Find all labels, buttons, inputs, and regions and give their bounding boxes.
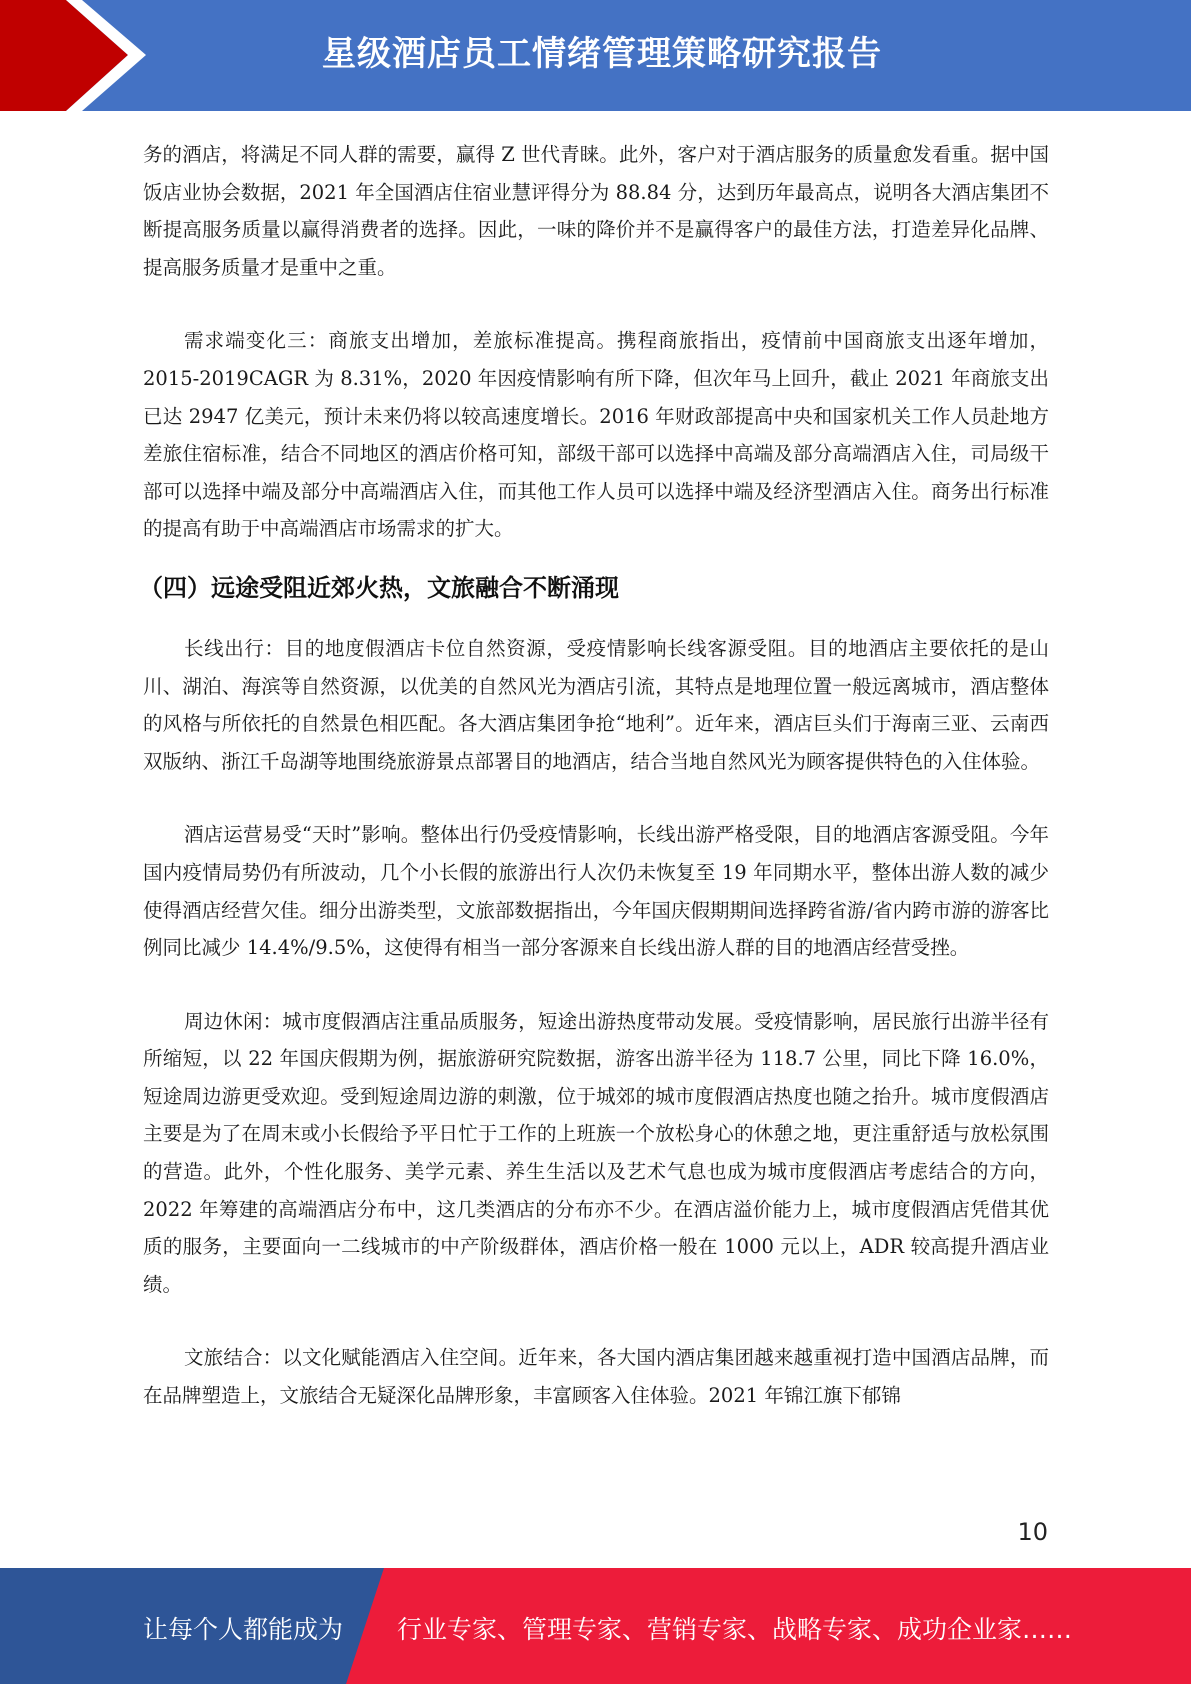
arrow-decoration-icon [0, 0, 180, 111]
paragraph: 文旅结合：以文化赋能酒店入住空间。近年来，各大国内酒店集团越来越重视打造中国酒店品牌，而在品牌塑造上，文旅结合无疑深化品牌形象，丰富顾客入住体验。2021 年锦江旗下郁锦 [143, 1346, 1049, 1408]
page-header [0, 0, 1191, 111]
footer-slogan-left: 让每个人都能成为 [143, 1615, 344, 1644]
page-number: 10 [1017, 1518, 1048, 1546]
paragraph: 周边休闲：城市度假酒店注重品质服务，短途出游热度带动发展。受疫情影响，居民旅行出游半径有所缩短，以 22 年国庆假期为例，据旅游研究院数据，游客出游半径为 118.7 公里，同比下降 16.0%，短途周边游更受欢迎。受到短途周边游的刺激，位于城郊的城市度假酒店热度也随之抬升。城市度假酒店主要是为了在周末或小长假给予平日忙于工作的上班族一个放松身心的休憩之地，更注重舒适与放松氛围的营造。此外，个性化服务、美学元素、养生生活以及艺术气息也成为城市度假酒店考虑结合的方向，2022 年筹建的高端酒店分布中，这几类酒店的分布亦不少。在酒店溢价能力上，城市度假酒店凭借其优质的服务，主要面向一二线城市的中产阶级群体，酒店价格一般在 1000 元以上，ADR 较高提升酒店业绩。 [143, 1009, 1049, 1296]
paragraph: 长线出行：目的地度假酒店卡位自然资源，受疫情影响长线客源受阻。目的地酒店主要依托的是山川、湖泊、海滨等自然资源，以优美的自然风光为酒店引流，其特点是地理位置一般远离城市，酒店整体的风格与所依托的自然景色相匹配。各大酒店集团争抢“地利”。近年来，酒店巨头们于海南三亚、云南西双版纳、浙江千岛湖等地围绕旅游景点部署目的地酒店，结合当地自然风光为顾客提供特色的入住体验。 [143, 636, 1049, 773]
section-heading: （四）远途受阻近郊火热，文旅融合不断涌现 [139, 573, 619, 602]
paragraph: 务的酒店，将满足不同人群的需要，赢得 Z 世代青睐。此外，客户对于酒店服务的质量愈发看重。据中国饭店业协会数据，2021 年全国酒店住宿业慧评得分为 88.84 分，达到历年最高点，说明各大酒店集团不断提高服务质量以赢得消费者的选择。因此，一味的降价并不是赢得客户的最佳方法，打造差异化品牌、提高服务质量才是重中之重。 [143, 143, 1049, 279]
paragraph: 酒店运营易受“天时”影响。整体出行仍受疫情影响，长线出游严格受限，目的地酒店客源受阻。今年国内疫情局势仍有所波动，几个小长假的旅游出行人次仍未恢复至 19 年同期水平，整体出游人数的减少使得酒店经营欠佳。细分出游类型，文旅部数据指出，今年国庆假期期间选择跨省游/省内跨市游的游客比例同比减少 14.4%/9.5%，这使得有相当一部分客源来自长线出游人群的目的地酒店经营受挫。 [143, 823, 1049, 960]
paragraph: 需求端变化三：商旅支出增加，差旅标准提高。携程商旅指出，疫情前中国商旅支出逐年增加，2015-2019CAGR 为 8.31%，2020 年因疫情影响有所下降，但次年马上回升，截止 2021 年商旅支出已达 2947 亿美元，预计未来仍将以较高速度增长。2016 年财政部提高中央和国家机关工作人员赴地方差旅住宿标准，结合不同地区的酒店价格可知，部级干部可以选择中高端及部分高端酒店入住，司局级干部可以选择中端及部分中高端酒店入住，而其他工作人员可以选择中端及经济型酒店入住。商务出行标准的提高有助于中高端酒店市场需求的扩大。 [143, 329, 1049, 541]
document-body [139, 136, 1049, 1415]
report-title: 星级酒店员工情绪管理策略研究报告 [322, 34, 882, 74]
page-footer [0, 1568, 1191, 1684]
footer-slogan-right: 行业专家、管理专家、营销专家、战略专家、成功企业家…… [397, 1615, 1073, 1644]
